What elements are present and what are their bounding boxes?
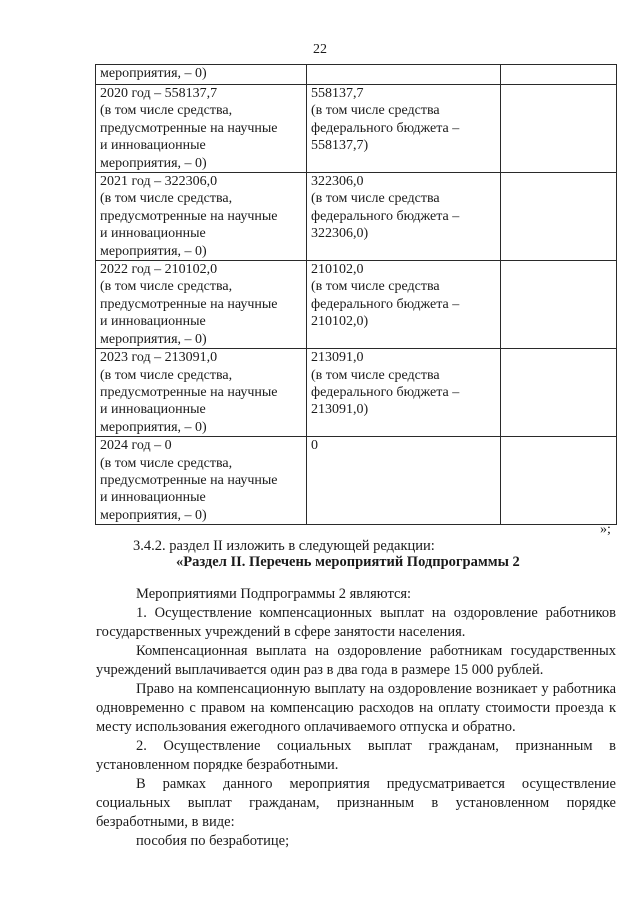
cell-text: 2021 год – 322306,0 (в том числе средства, предусмотренные на научные и инновационные мероприятия, – 0) — [100, 174, 278, 259]
paragraph: Право на компенсационную выплату на оздоровление возникает у работника одновременно с правом на компенсацию расходов на оплату стоимости проезда к месту использования ежегодного оплачиваемого отпуска и обратно. — [96, 681, 616, 735]
section-title: «Раздел II. Перечень мероприятий Подпрограммы 2 — [176, 554, 520, 570]
amendment-intro: 3.4.2. раздел II изложить в следующей редакции: — [133, 538, 435, 554]
cell-text: 210102,0 (в том числе средства федерального бюджета – 210102,0) — [311, 262, 460, 330]
cell-text: 2022 год – 210102,0 (в том числе средства, предусмотренные на научные и инновационные мероприятия, – 0) — [100, 262, 278, 347]
table-cell-federal — [307, 437, 501, 525]
table-cell-years — [96, 173, 307, 261]
cell-text: 2024 год – 0 (в том числе средства, предусмотренные на научные и инновационные мероприятия, – 0) — [100, 438, 278, 523]
cell-text: 558137,7 (в том числе средства федерального бюджета – 558137,7) — [311, 86, 460, 154]
table-row — [96, 437, 617, 525]
body-text — [96, 585, 616, 851]
table-cell-years — [96, 349, 307, 437]
table-cell-years — [96, 437, 307, 525]
cell-text: мероприятия, – 0) — [100, 66, 207, 81]
cell-text: 2023 год – 213091,0 (в том числе средства, предусмотренные на научные и инновационные мероприятия, – 0) — [100, 350, 278, 435]
paragraph: пособия по безработице; — [136, 833, 290, 849]
table-row — [96, 261, 617, 349]
table-cell-years — [96, 65, 307, 85]
cell-text: 2020 год – 558137,7 (в том числе средства, предусмотренные на научные и инновационные мероприятия, – 0) — [100, 86, 278, 171]
paragraph: В рамках данного мероприятия предусматривается осуществление социальных выплат гражданам, признанным в установленном порядке безработными, в виде: — [96, 776, 616, 830]
table-cell-empty — [501, 65, 617, 85]
table-cell-years — [96, 85, 307, 173]
closing-quote-mark: »; — [600, 522, 611, 537]
table-cell-empty — [501, 437, 617, 525]
table-cell-federal — [307, 261, 501, 349]
page-number: 22 — [313, 42, 327, 57]
table-cell-empty — [501, 261, 617, 349]
cell-text: 0 — [311, 438, 318, 454]
paragraph: 2. Осуществление социальных выплат гражданам, признанным в установленном порядке безработными. — [96, 738, 616, 773]
table-cell-federal — [307, 349, 501, 437]
table-row — [96, 173, 617, 261]
table-row — [96, 85, 617, 173]
cell-text: 322306,0 (в том числе средства федерального бюджета – 322306,0) — [311, 174, 460, 242]
cell-text: 213091,0 (в том числе средства федерального бюджета – 213091,0) — [311, 350, 460, 418]
table-cell-federal — [307, 85, 501, 173]
funding-table — [95, 64, 617, 525]
table-cell-empty — [501, 85, 617, 173]
table-cell-federal — [307, 65, 501, 85]
table-row — [96, 349, 617, 437]
table-cell-empty — [501, 349, 617, 437]
table-cell-years — [96, 261, 307, 349]
paragraph: Мероприятиями Подпрограммы 2 являются: — [136, 586, 412, 602]
table-cell-federal — [307, 173, 501, 261]
paragraph: Компенсационная выплата на оздоровление работникам государственных учреждений выплачивается один раз в два года в размере 15 000 рублей. — [96, 643, 616, 678]
paragraph: 1. Осуществление компенсационных выплат на оздоровление работников государственных учреждений в сфере занятости населения. — [96, 605, 616, 640]
table-cell-empty — [501, 173, 617, 261]
table-row — [96, 65, 617, 85]
